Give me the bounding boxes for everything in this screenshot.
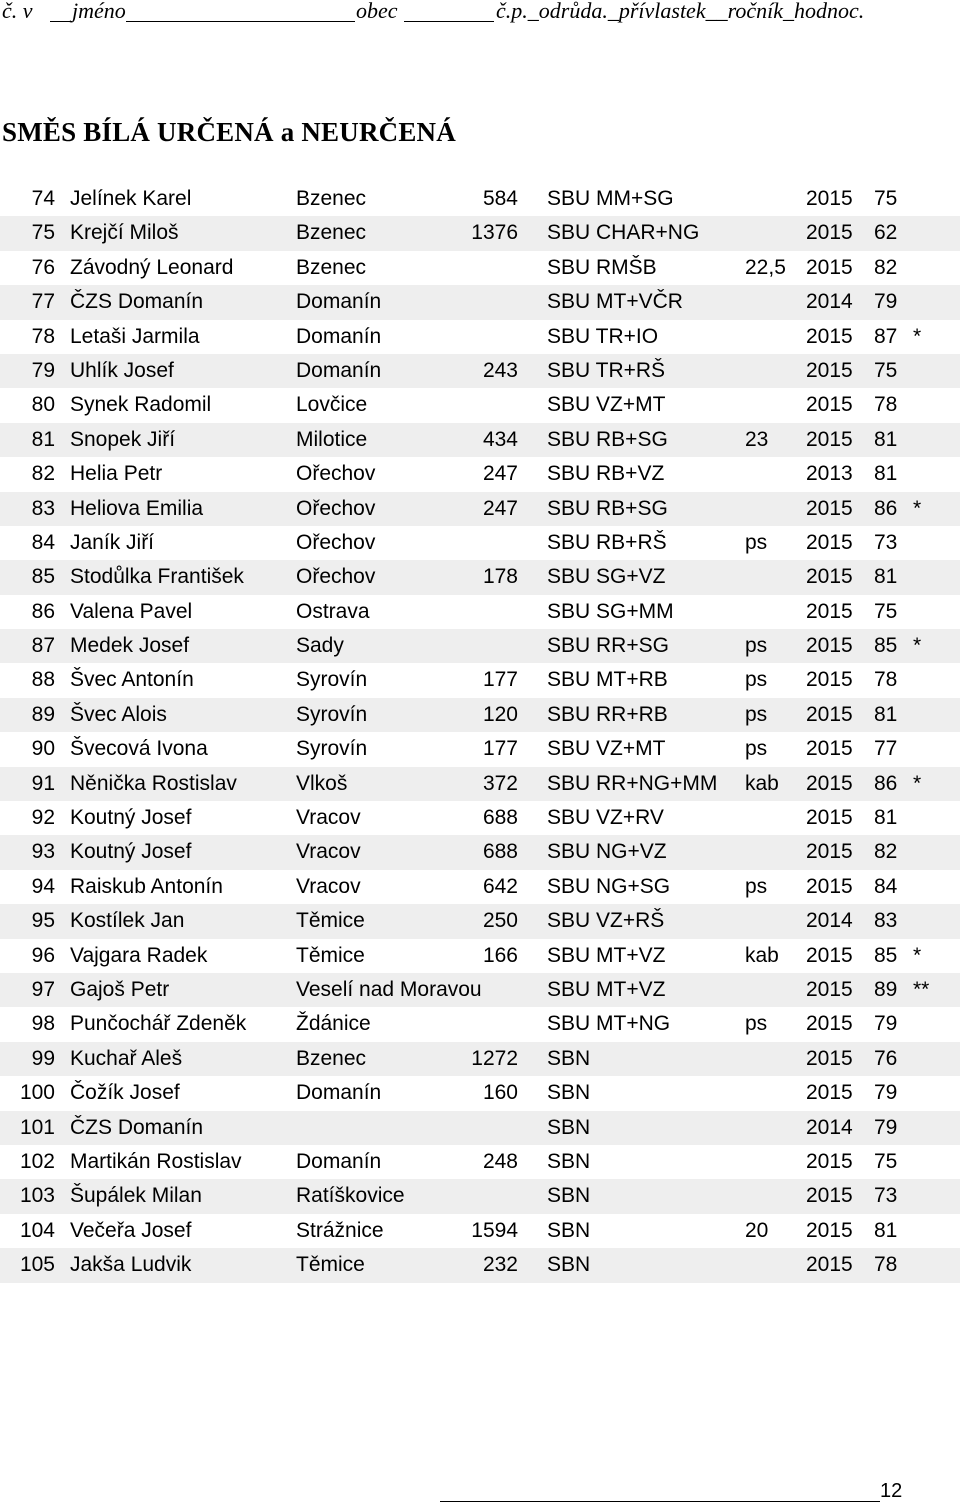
town-cell: Ořechov bbox=[296, 496, 376, 520]
score-cell: 78 bbox=[874, 668, 898, 692]
town-cell: Bzenec bbox=[296, 255, 367, 279]
wine-variety-cell: SBU TR+RŠ bbox=[547, 358, 666, 382]
town-cell: Domanín bbox=[296, 1081, 382, 1105]
wine-variety-cell: SBN bbox=[547, 1046, 591, 1070]
vintage-cell: 2014 bbox=[806, 1115, 853, 1139]
grower-name-cell: Janík Jiří bbox=[70, 530, 155, 554]
entry-number-cell: 78 bbox=[31, 324, 55, 348]
score-cell: 78 bbox=[874, 1253, 898, 1277]
entry-number-cell: 84 bbox=[31, 530, 55, 554]
grower-name-cell: Martikán Rostislav bbox=[70, 1149, 242, 1173]
grower-name-cell: Krejčí Miloš bbox=[70, 221, 179, 245]
table-row bbox=[0, 492, 960, 526]
score-cell: 85 bbox=[874, 943, 898, 967]
table-row bbox=[0, 1214, 960, 1248]
table-row bbox=[0, 835, 960, 869]
table-row bbox=[0, 939, 960, 973]
grower-name-cell: Kostílek Jan bbox=[70, 909, 185, 933]
grower-name-cell: ČZS Domanín bbox=[70, 290, 204, 314]
grower-name-cell: Helia Petr bbox=[70, 462, 163, 486]
table-row bbox=[0, 388, 960, 422]
score-cell: 86 bbox=[874, 771, 898, 795]
award-mark-cell: * bbox=[913, 943, 922, 967]
score-cell: 73 bbox=[874, 1184, 898, 1208]
entry-number-cell: 103 bbox=[19, 1184, 55, 1208]
vintage-cell: 2015 bbox=[806, 874, 853, 898]
score-cell: 62 bbox=[874, 221, 898, 245]
entry-number-cell: 86 bbox=[31, 599, 55, 623]
award-mark-cell: * bbox=[913, 496, 922, 520]
attribute-cell: kab bbox=[745, 943, 779, 967]
vintage-cell: 2015 bbox=[806, 1218, 853, 1242]
table-row bbox=[0, 698, 960, 732]
house-number-cell: 232 bbox=[482, 1253, 518, 1277]
score-cell: 82 bbox=[874, 255, 898, 279]
footer-rule bbox=[440, 1501, 880, 1502]
wine-variety-cell: SBU MT+NG bbox=[547, 1012, 671, 1036]
grower-name-cell: Kuchař Aleš bbox=[70, 1046, 183, 1070]
entry-number-cell: 75 bbox=[31, 221, 55, 245]
town-cell: Těmice bbox=[296, 943, 365, 967]
entry-number-cell: 76 bbox=[31, 255, 55, 279]
house-number-cell: 584 bbox=[482, 187, 518, 210]
town-cell: Syrovín bbox=[296, 668, 368, 692]
house-number-cell: 434 bbox=[482, 427, 518, 451]
table-row bbox=[0, 1076, 960, 1110]
grower-name-cell: Snopek Jiří bbox=[70, 427, 176, 451]
score-cell: 75 bbox=[874, 187, 898, 210]
grower-name-cell: Raiskub Antonín bbox=[70, 874, 223, 898]
grower-name-cell: Koutný Josef bbox=[70, 840, 192, 864]
entry-number-cell: 94 bbox=[31, 874, 55, 898]
grower-name-cell: Závodný Leonard bbox=[70, 255, 234, 279]
town-cell: Ostrava bbox=[296, 599, 370, 623]
town-cell: Vlkoš bbox=[296, 771, 348, 795]
wine-variety-cell: SBU NG+VZ bbox=[547, 840, 667, 864]
vintage-cell: 2015 bbox=[806, 943, 853, 967]
wine-variety-cell: SBU RR+RB bbox=[547, 702, 668, 726]
entry-number-cell: 85 bbox=[31, 565, 55, 589]
house-number-cell: 688 bbox=[482, 806, 518, 830]
grower-name-cell: Jelínek Karel bbox=[70, 187, 192, 210]
grower-name-cell: Čožík Josef bbox=[70, 1081, 180, 1105]
grower-name-cell: Něnička Rostislav bbox=[70, 771, 237, 795]
score-cell: 81 bbox=[874, 427, 898, 451]
table-row bbox=[0, 904, 960, 938]
table-row bbox=[0, 1145, 960, 1179]
table-row bbox=[0, 801, 960, 835]
grower-name-cell: Šupálek Milan bbox=[70, 1184, 202, 1208]
grower-name-cell: Synek Radomil bbox=[70, 393, 212, 417]
wine-variety-cell: SBU RR+SG bbox=[547, 634, 669, 658]
house-number-cell: 243 bbox=[482, 358, 518, 382]
table-row bbox=[0, 767, 960, 801]
table-row bbox=[0, 182, 960, 216]
vintage-cell: 2015 bbox=[806, 1149, 853, 1173]
entry-number-cell: 83 bbox=[31, 496, 55, 520]
wine-variety-cell: SBN bbox=[547, 1115, 591, 1139]
entry-number-cell: 96 bbox=[31, 943, 55, 967]
wine-variety-cell: SBU MM+SG bbox=[547, 187, 674, 210]
attribute-cell: ps bbox=[745, 874, 768, 898]
score-cell: 79 bbox=[874, 1115, 898, 1139]
score-cell: 84 bbox=[874, 874, 898, 898]
town-cell: Ořechov bbox=[296, 462, 376, 486]
vintage-cell: 2015 bbox=[806, 530, 853, 554]
vintage-cell: 2015 bbox=[806, 1046, 853, 1070]
house-number-cell: 1594 bbox=[471, 1218, 518, 1242]
entry-number-cell: 77 bbox=[31, 290, 55, 314]
entry-number-cell: 95 bbox=[31, 909, 55, 933]
wine-variety-cell: SBU RMŠB bbox=[547, 255, 657, 279]
house-number-cell: 247 bbox=[482, 462, 518, 486]
award-mark-cell: * bbox=[913, 771, 922, 795]
town-cell: Veselí nad Moravou bbox=[296, 977, 482, 1001]
score-cell: 81 bbox=[874, 462, 898, 486]
table-row bbox=[0, 423, 960, 457]
wine-variety-cell: SBU NG+SG bbox=[547, 874, 671, 898]
header-underline bbox=[50, 21, 72, 22]
entry-number-cell: 101 bbox=[19, 1115, 55, 1139]
grower-name-cell: Valena Pavel bbox=[70, 599, 193, 623]
attribute-cell: 23 bbox=[745, 427, 769, 451]
score-cell: 78 bbox=[874, 393, 898, 417]
house-number-cell: 120 bbox=[482, 702, 518, 726]
attribute-cell: ps bbox=[745, 1012, 768, 1036]
table-row bbox=[0, 870, 960, 904]
town-cell: Vracov bbox=[296, 806, 361, 830]
town-cell: Milotice bbox=[296, 427, 368, 451]
vintage-cell: 2015 bbox=[806, 1184, 853, 1208]
house-number-cell: 247 bbox=[482, 496, 518, 520]
header-jmeno: jméno bbox=[72, 0, 126, 23]
score-cell: 81 bbox=[874, 702, 898, 726]
wine-variety-cell: SBN bbox=[547, 1081, 591, 1105]
score-cell: 81 bbox=[874, 1218, 898, 1242]
vintage-cell: 2015 bbox=[806, 1081, 853, 1105]
entry-number-cell: 102 bbox=[19, 1149, 55, 1173]
wine-variety-cell: SBU RB+SG bbox=[547, 427, 668, 451]
table-row bbox=[0, 285, 960, 319]
grower-name-cell: Punčochář Zdeněk bbox=[70, 1012, 247, 1036]
score-cell: 81 bbox=[874, 806, 898, 830]
grower-name-cell: Večeřa Josef bbox=[70, 1218, 192, 1242]
grower-name-cell: Letaši Jarmila bbox=[70, 324, 200, 348]
wine-variety-cell: SBU MT+VČR bbox=[547, 290, 683, 314]
score-cell: 87 bbox=[874, 324, 898, 348]
table-row bbox=[0, 732, 960, 766]
table-row bbox=[0, 560, 960, 594]
vintage-cell: 2015 bbox=[806, 324, 853, 348]
score-cell: 82 bbox=[874, 840, 898, 864]
wine-variety-cell: SBN bbox=[547, 1149, 591, 1173]
vintage-cell: 2015 bbox=[806, 1253, 853, 1277]
town-cell: Vracov bbox=[296, 874, 361, 898]
house-number-cell: 160 bbox=[482, 1081, 518, 1105]
page-number: 12 bbox=[880, 1480, 903, 1502]
town-cell: Bzenec bbox=[296, 187, 367, 210]
table-row bbox=[0, 251, 960, 285]
award-mark-cell: * bbox=[913, 634, 922, 658]
grower-name-cell: Stodůlka František bbox=[70, 565, 244, 589]
score-cell: 73 bbox=[874, 530, 898, 554]
award-mark-cell: ** bbox=[913, 977, 930, 1001]
award-mark-cell: * bbox=[913, 324, 922, 348]
vintage-cell: 2015 bbox=[806, 668, 853, 692]
wine-variety-cell: SBU VZ+MT bbox=[547, 393, 666, 417]
house-number-cell: 166 bbox=[482, 943, 518, 967]
score-cell: 76 bbox=[874, 1046, 898, 1070]
entry-number-cell: 92 bbox=[31, 806, 55, 830]
entry-number-cell: 91 bbox=[31, 771, 55, 795]
town-cell: Bzenec bbox=[296, 221, 367, 245]
wine-variety-cell: SBU VZ+MT bbox=[547, 737, 666, 761]
entry-number-cell: 89 bbox=[31, 702, 55, 726]
vintage-cell: 2015 bbox=[806, 737, 853, 761]
wine-variety-cell: SBU SG+MM bbox=[547, 599, 674, 623]
town-cell: Těmice bbox=[296, 909, 365, 933]
house-number-cell: 250 bbox=[482, 909, 518, 933]
attribute-cell: 22,5 bbox=[745, 255, 786, 279]
vintage-cell: 2015 bbox=[806, 221, 853, 245]
house-number-cell: 642 bbox=[482, 874, 518, 898]
town-cell: Syrovín bbox=[296, 737, 368, 761]
vintage-cell: 2015 bbox=[806, 599, 853, 623]
wine-variety-cell: SBU VZ+RV bbox=[547, 806, 664, 830]
table-row bbox=[0, 1111, 960, 1145]
wine-variety-cell: SBN bbox=[547, 1218, 591, 1242]
table-row bbox=[0, 973, 960, 1007]
table-row bbox=[0, 320, 960, 354]
town-cell: Ratíškovice bbox=[296, 1184, 405, 1208]
wine-variety-cell: SBU MT+VZ bbox=[547, 977, 666, 1001]
town-cell: Vracov bbox=[296, 840, 361, 864]
entry-number-cell: 82 bbox=[31, 462, 55, 486]
table-row bbox=[0, 216, 960, 250]
vintage-cell: 2015 bbox=[806, 187, 853, 210]
wine-variety-cell: SBU CHAR+NG bbox=[547, 221, 700, 245]
entry-number-cell: 99 bbox=[31, 1046, 55, 1070]
grower-name-cell: Koutný Josef bbox=[70, 806, 192, 830]
grower-name-cell: Švecová Ivona bbox=[70, 737, 208, 761]
vintage-cell: 2015 bbox=[806, 806, 853, 830]
results-table bbox=[0, 182, 960, 1283]
attribute-cell: ps bbox=[745, 634, 768, 658]
table-row bbox=[0, 663, 960, 697]
entry-number-cell: 79 bbox=[31, 358, 55, 382]
vintage-cell: 2014 bbox=[806, 909, 853, 933]
score-cell: 77 bbox=[874, 737, 898, 761]
wine-variety-cell: SBN bbox=[547, 1253, 591, 1277]
attribute-cell: ps bbox=[745, 530, 768, 554]
table-row bbox=[0, 526, 960, 560]
score-cell: 75 bbox=[874, 1149, 898, 1173]
wine-variety-cell: SBU MT+RB bbox=[547, 668, 668, 692]
town-cell: Domanín bbox=[296, 1149, 382, 1173]
entry-number-cell: 100 bbox=[19, 1081, 55, 1105]
table-row bbox=[0, 457, 960, 491]
town-cell: Ždánice bbox=[296, 1012, 371, 1036]
vintage-cell: 2015 bbox=[806, 427, 853, 451]
town-cell: Sady bbox=[296, 634, 344, 658]
score-cell: 85 bbox=[874, 634, 898, 658]
header-c-v: č. v bbox=[2, 0, 33, 23]
vintage-cell: 2015 bbox=[806, 496, 853, 520]
wine-variety-cell: SBU TR+IO bbox=[547, 324, 659, 348]
header-obec: obec bbox=[356, 0, 398, 23]
house-number-cell: 372 bbox=[482, 771, 518, 795]
vintage-cell: 2015 bbox=[806, 977, 853, 1001]
score-cell: 79 bbox=[874, 290, 898, 314]
house-number-cell: 178 bbox=[482, 565, 518, 589]
table-row bbox=[0, 629, 960, 663]
grower-name-cell: Švec Antonín bbox=[70, 668, 194, 692]
grower-name-cell: Gajoš Petr bbox=[70, 977, 170, 1001]
house-number-cell: 177 bbox=[482, 737, 518, 761]
grower-name-cell: Jakša Ludvik bbox=[70, 1253, 192, 1277]
house-number-cell: 177 bbox=[482, 668, 518, 692]
entry-number-cell: 80 bbox=[31, 393, 55, 417]
vintage-cell: 2015 bbox=[806, 565, 853, 589]
vintage-cell: 2015 bbox=[806, 634, 853, 658]
house-number-cell: 1376 bbox=[471, 221, 518, 245]
wine-variety-cell: SBU RB+SG bbox=[547, 496, 668, 520]
town-cell: Ořechov bbox=[296, 530, 376, 554]
table-row bbox=[0, 595, 960, 629]
vintage-cell: 2015 bbox=[806, 358, 853, 382]
score-cell: 79 bbox=[874, 1081, 898, 1105]
entry-number-cell: 105 bbox=[19, 1253, 55, 1277]
wine-variety-cell: SBU RR+NG+MM bbox=[547, 771, 718, 795]
grower-name-cell: Heliova Emilia bbox=[70, 496, 204, 520]
town-cell: Domanín bbox=[296, 324, 382, 348]
attribute-cell: ps bbox=[745, 702, 768, 726]
attribute-cell: ps bbox=[745, 737, 768, 761]
table-row bbox=[0, 1007, 960, 1041]
attribute-cell: ps bbox=[745, 668, 768, 692]
vintage-cell: 2015 bbox=[806, 840, 853, 864]
header-cp-rest: č.p._odrůda._přívlastek__ročník_hodnoc. bbox=[496, 0, 865, 23]
vintage-cell: 2015 bbox=[806, 255, 853, 279]
vintage-cell: 2015 bbox=[806, 393, 853, 417]
wine-variety-cell: SBU MT+VZ bbox=[547, 943, 666, 967]
score-cell: 75 bbox=[874, 358, 898, 382]
entry-number-cell: 87 bbox=[31, 634, 55, 658]
town-cell: Ořechov bbox=[296, 565, 376, 589]
header-underline bbox=[404, 21, 494, 22]
attribute-cell: kab bbox=[745, 771, 779, 795]
town-cell: Domanín bbox=[296, 358, 382, 382]
grower-name-cell: Medek Josef bbox=[70, 634, 190, 658]
table-row bbox=[0, 1042, 960, 1076]
wine-variety-cell: SBN bbox=[547, 1184, 591, 1208]
section-title: SMĚS BÍLÁ URČENÁ a NEURČENÁ bbox=[2, 117, 456, 147]
entry-number-cell: 104 bbox=[19, 1218, 55, 1242]
score-cell: 75 bbox=[874, 599, 898, 623]
score-cell: 83 bbox=[874, 909, 898, 933]
wine-variety-cell: SBU RB+VZ bbox=[547, 462, 665, 486]
table-row bbox=[0, 1248, 960, 1282]
vintage-cell: 2014 bbox=[806, 290, 853, 314]
grower-name-cell: Vajgara Radek bbox=[70, 943, 208, 967]
entry-number-cell: 81 bbox=[31, 427, 55, 451]
entry-number-cell: 93 bbox=[31, 840, 55, 864]
entry-number-cell: 90 bbox=[31, 737, 55, 761]
town-cell: Strážnice bbox=[296, 1218, 384, 1242]
entry-number-cell: 97 bbox=[31, 977, 55, 1001]
column-header-line bbox=[0, 0, 960, 34]
vintage-cell: 2015 bbox=[806, 702, 853, 726]
table-row bbox=[0, 1179, 960, 1213]
score-cell: 81 bbox=[874, 565, 898, 589]
house-number-cell: 1272 bbox=[471, 1046, 518, 1070]
house-number-cell: 248 bbox=[482, 1149, 518, 1173]
attribute-cell: 20 bbox=[745, 1218, 769, 1242]
grower-name-cell: Uhlík Josef bbox=[70, 358, 174, 382]
town-cell: Těmice bbox=[296, 1253, 365, 1277]
town-cell: Bzenec bbox=[296, 1046, 367, 1070]
town-cell: Syrovín bbox=[296, 702, 368, 726]
entry-number-cell: 88 bbox=[31, 668, 55, 692]
grower-name-cell: ČZS Domanín bbox=[70, 1115, 204, 1139]
vintage-cell: 2013 bbox=[806, 462, 853, 486]
table-row bbox=[0, 354, 960, 388]
vintage-cell: 2015 bbox=[806, 1012, 853, 1036]
entry-number-cell: 98 bbox=[31, 1012, 55, 1036]
score-cell: 89 bbox=[874, 977, 898, 1001]
wine-variety-cell: SBU VZ+RŠ bbox=[547, 909, 665, 933]
town-cell: Lovčice bbox=[296, 393, 368, 417]
score-cell: 86 bbox=[874, 496, 898, 520]
house-number-cell: 688 bbox=[482, 840, 518, 864]
grower-name-cell: Švec Alois bbox=[70, 702, 167, 726]
wine-variety-cell: SBU SG+VZ bbox=[547, 565, 666, 589]
entry-number-cell: 74 bbox=[31, 187, 55, 210]
header-underline bbox=[126, 21, 355, 22]
wine-variety-cell: SBU RB+RŠ bbox=[547, 530, 667, 554]
town-cell: Domanín bbox=[296, 290, 382, 314]
score-cell: 79 bbox=[874, 1012, 898, 1036]
vintage-cell: 2015 bbox=[806, 771, 853, 795]
